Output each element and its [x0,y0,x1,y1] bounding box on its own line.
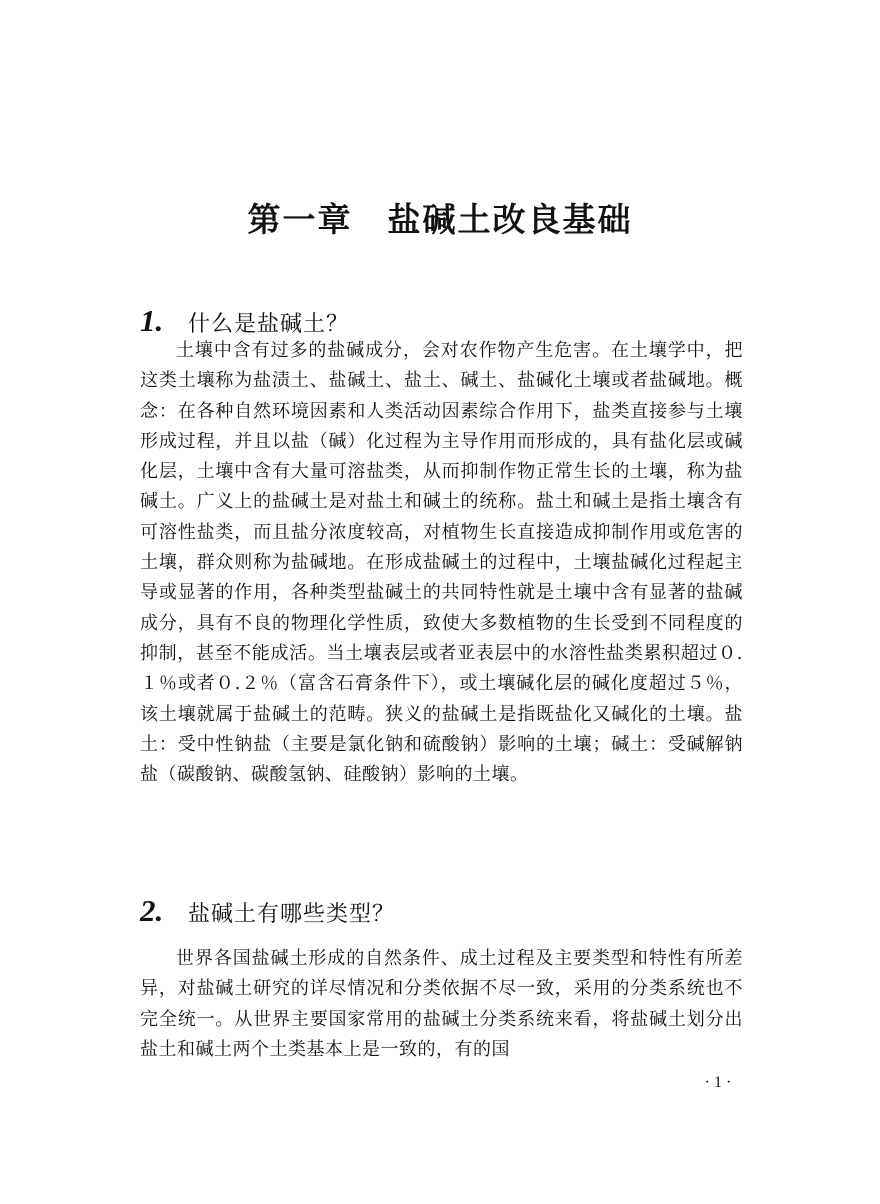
section-title: 盐碱土有哪些类型？ [188,902,396,927]
section-number: 2. [140,893,164,928]
chapter-title: 第一章 盐碱土改良基础 [247,200,633,239]
section-paragraph-1: 土壤中含有过多的盐碱成分，会对农作物产生危害。在土壤学中，把这类土壤称为盐渍土、盐碱土、盐土、碱土、盐碱化土壤或者盐碱地。概念：在各种自然环境因素和人类活动因素综合作用下，盐类直接参与土壤形成过程，并且以盐（碱）化过程为主导作用而形成的，具有盐化层或碱化层，土壤中含有大量可溶盐类，从而抑制作物正常生长的土壤，称为盐碱土。广义上的盐碱土是对盐土和碱土的统称。盐土和碱土是指土壤含有可溶性盐类，而且盐分浓度较高，对植物生长直接造成抑制作用或危害的土壤，群众则称为盐碱地。在形成盐碱土的过程中，土壤盐碱化过程起主导或显著的作用，各种类型盐碱土的共同特性就是土壤中含有显著的盐碱成分，具有不良的物理化学性质，致使大多数植物的生长受到不同程度的抑制，甚至不能成活。当土壤表层或者亚表层中的水溶性盐类累积超过０.１％或者０.２％（富含石膏条件下），或土壤碱化层的碱化度超过５％，该土壤就属于盐碱土的范畴。狭义的盐碱土是指既盐化又碱化的土壤。盐土：受中性钠盐（主要是氯化钠和硫酸钠）影响的土壤；碱土：受碱解钠盐（碳酸钠、碳酸氢钠、硅酸钠）影响的土壤。 [140,340,743,786]
section-paragraph-2: 世界各国盐碱土形成的自然条件、成土过程及主要类型和特性有所差异，对盐碱土研究的详尽情况和分类依据不尽一致，采用的分类系统也不完全统一。从世界主要国家常用的盐碱土分类系统来看，将盐碱土划分出盐土和碱土两个土类基本上是一致的，有的国 [140,948,743,1060]
section-number: 1. [140,303,164,338]
page-number: · 1 · [704,1074,732,1091]
section-title: 什么是盐碱土？ [188,312,350,337]
section-heading-2 [140,893,395,933]
